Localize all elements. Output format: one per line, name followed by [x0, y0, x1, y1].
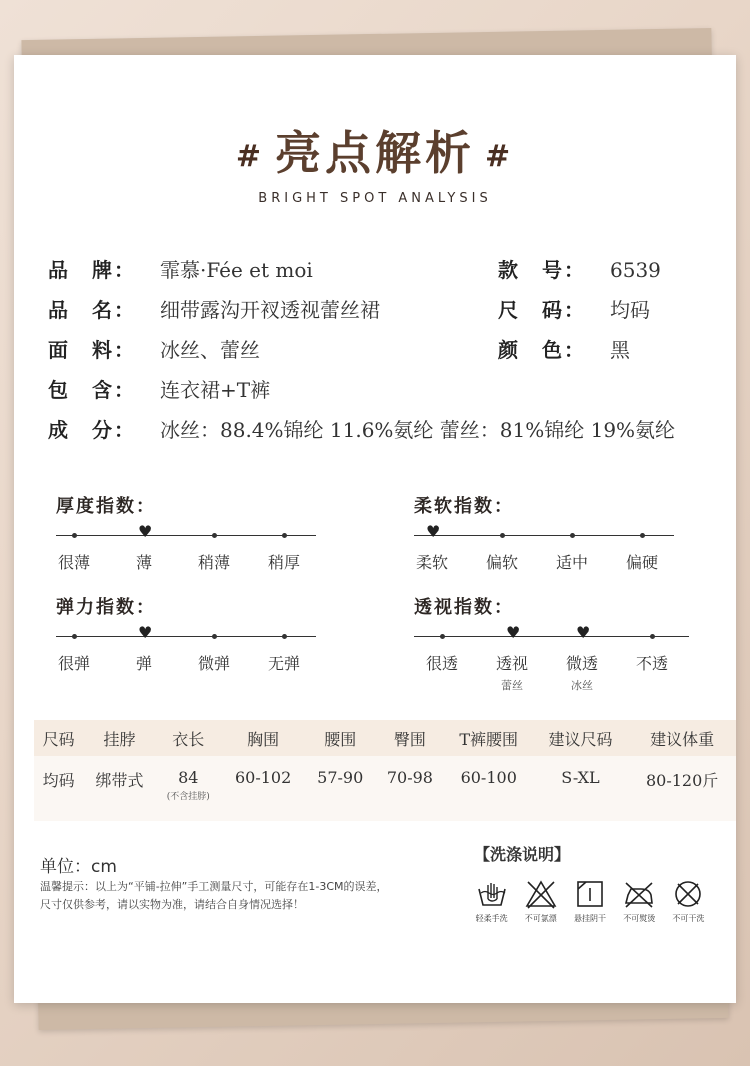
transparency-option-label: 很透 — [425, 654, 459, 673]
table-cell-value: 84 — [178, 768, 199, 787]
elasticity-labels — [56, 649, 316, 677]
header-cell: 腰围 — [305, 720, 375, 756]
length-note: (不含挂脖) — [166, 792, 210, 802]
size-label: 尺 码： — [498, 298, 586, 322]
heart-icon: ♥ — [426, 522, 441, 541]
table-cell: 绑带式 — [83, 756, 155, 821]
size-table-header — [34, 720, 736, 756]
hang-dry-shade-icon — [574, 879, 606, 909]
scale-dot — [440, 634, 445, 639]
scale-dot — [282, 634, 287, 639]
style-value: 6539 — [610, 258, 661, 282]
brand-label: 品 牌： — [48, 258, 136, 282]
scale-dot — [212, 634, 217, 639]
scale-dot — [570, 533, 575, 538]
thickness-index-title: 厚度指数： — [56, 496, 156, 517]
size-value: 均码 — [610, 298, 650, 322]
size-row — [498, 290, 748, 330]
color-label: 颜 色： — [498, 338, 586, 362]
table-cell: 60-102 — [221, 756, 305, 821]
softness-index — [414, 492, 674, 576]
fabric-value: 冰丝、蕾丝 — [160, 338, 260, 362]
product-info-right — [498, 250, 748, 370]
table-cell: 80-120斤 — [628, 756, 736, 821]
heart-icon: ♥ — [576, 623, 591, 642]
table-cell: 70-98 — [375, 756, 445, 821]
header-cell: T裤腰围 — [445, 720, 533, 756]
header-cell: 胸围 — [221, 720, 305, 756]
softness-option-label: 柔软 — [415, 553, 449, 572]
header-cell: 臀围 — [375, 720, 445, 756]
elasticity-index — [56, 593, 316, 677]
wash-item — [618, 879, 661, 924]
wash-label: 悬挂阴干 — [574, 914, 606, 923]
thickness-labels — [56, 548, 316, 576]
wash-label: 不可氯漂 — [524, 914, 557, 923]
heart-icon: ♥ — [138, 623, 153, 642]
wash-label: 不可熨烫 — [623, 914, 656, 923]
transparency-option-label: 微透 — [565, 654, 599, 673]
hand-wash-icon — [476, 879, 508, 909]
wash-item — [470, 879, 513, 924]
elasticity-option-label: 微弹 — [197, 654, 231, 673]
style-label: 款 号： — [498, 258, 586, 282]
hash-left: # — [235, 139, 265, 174]
scale-dot — [212, 533, 217, 538]
info-card — [14, 55, 736, 1003]
thickness-option-label: 稍厚 — [267, 553, 301, 572]
wash-title: 【洗涤说明】 — [474, 845, 571, 864]
wash-item — [568, 879, 611, 924]
transparency-sublabel: 冰丝 — [571, 679, 593, 692]
transparency-sublabels — [414, 677, 689, 693]
elasticity-scale — [56, 623, 316, 645]
scale-dot — [640, 533, 645, 538]
wash-item — [667, 879, 710, 924]
fabric-label: 面 料： — [48, 338, 136, 362]
header-cell: 挂脖 — [83, 720, 155, 756]
thickness-index — [56, 492, 316, 576]
composition-row — [48, 410, 748, 450]
table-cell-length — [156, 756, 221, 821]
softness-scale — [414, 522, 674, 544]
includes-value: 连衣裙+T裤 — [160, 378, 271, 402]
wash-item — [519, 879, 562, 924]
softness-option-label: 偏硬 — [625, 553, 659, 572]
wash-label: 不可干洗 — [672, 914, 705, 923]
style-row — [498, 250, 748, 290]
tip-line-2: 尺寸仅供参考，请以实物为准，请结合自身情况选择！ — [40, 898, 304, 911]
measurement-tip — [40, 878, 470, 914]
size-table — [34, 720, 736, 821]
scale-dot — [500, 533, 505, 538]
thickness-option-label: 稍薄 — [197, 553, 231, 572]
title-text: 亮点解析 — [275, 126, 475, 180]
header-cell: 尺码 — [34, 720, 83, 756]
softness-option-label: 适中 — [555, 553, 589, 572]
tip-line-1: 温馨提示：以上为“平铺-拉伸”手工测量尺寸，可能存在1-3CM的误差， — [40, 880, 388, 893]
elasticity-option-label: 弹 — [135, 654, 153, 673]
thickness-scale-line — [56, 535, 316, 536]
wash-label: 轻柔手洗 — [475, 914, 508, 923]
table-cell: S-XL — [533, 756, 629, 821]
transparency-scale-line — [414, 636, 689, 637]
softness-labels — [414, 548, 674, 576]
no-iron-icon — [623, 879, 655, 909]
table-cell: 57-90 — [305, 756, 375, 821]
thickness-option-label: 薄 — [135, 553, 153, 572]
name-value: 细带露沟开衩透视蕾丝裙 — [160, 298, 380, 322]
scale-dot — [650, 634, 655, 639]
composition-value: 冰丝：88.4%锦纶 11.6%氨纶 蕾丝：81%锦纶 19%氨纶 — [160, 418, 676, 442]
heart-icon: ♥ — [506, 623, 521, 642]
header-cell: 衣长 — [156, 720, 221, 756]
color-value: 黑 — [610, 338, 630, 362]
name-label: 品 名： — [48, 298, 136, 322]
wash-instructions — [470, 842, 710, 924]
transparency-index-title: 透视指数： — [414, 597, 514, 618]
color-row — [498, 330, 748, 370]
unit-label: 单位：cm — [40, 857, 117, 877]
transparency-sublabel: 蕾丝 — [501, 679, 523, 692]
header-cell: 建议尺码 — [533, 720, 629, 756]
scale-dot — [72, 533, 77, 538]
header — [14, 117, 736, 206]
page-subtitle: BRIGHT SPOT ANALYSIS — [258, 191, 492, 206]
table-row — [34, 756, 736, 821]
transparency-labels — [414, 649, 689, 677]
transparency-option-label: 不透 — [635, 654, 669, 673]
header-cell: 建议体重 — [628, 720, 736, 756]
table-cell: 均码 — [34, 756, 83, 821]
includes-label: 包 含： — [48, 378, 136, 402]
softness-option-label: 偏软 — [485, 553, 519, 572]
table-cell: 60-100 — [445, 756, 533, 821]
elasticity-scale-line — [56, 636, 316, 637]
includes-row — [48, 370, 748, 410]
elasticity-option-label: 很弹 — [57, 654, 91, 673]
heart-icon: ♥ — [138, 522, 153, 541]
hash-right: # — [485, 139, 515, 174]
wash-icons — [470, 879, 710, 924]
softness-index-title: 柔软指数： — [414, 496, 514, 517]
softness-scale-line — [414, 535, 674, 536]
composition-label: 成 分： — [48, 418, 136, 442]
no-bleach-icon — [525, 879, 557, 909]
scale-dot — [282, 533, 287, 538]
thickness-scale — [56, 522, 316, 544]
transparency-scale — [414, 623, 689, 645]
transparency-index — [414, 593, 689, 693]
scale-dot — [72, 634, 77, 639]
transparency-option-label: 透视 — [495, 654, 529, 673]
thickness-option-label: 很薄 — [57, 553, 91, 572]
no-dry-clean-icon — [672, 879, 704, 909]
elasticity-option-label: 无弹 — [267, 654, 301, 673]
brand-value: 霏慕·Fée et moi — [160, 258, 313, 282]
page-title — [14, 117, 736, 183]
elasticity-index-title: 弹力指数： — [56, 597, 156, 618]
